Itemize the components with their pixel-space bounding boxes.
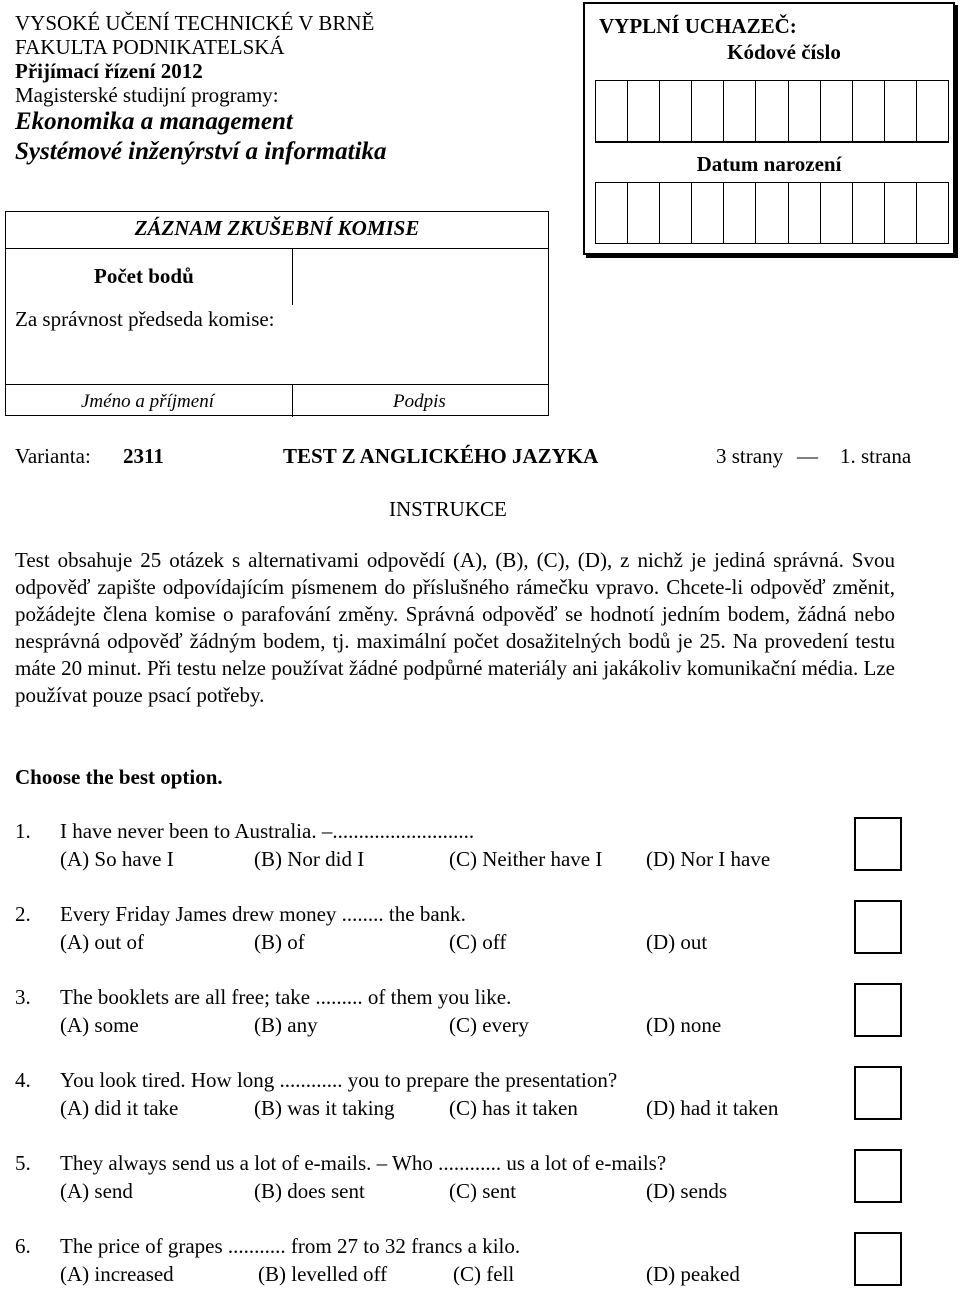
option-c: (C) off xyxy=(449,930,507,954)
instructions-heading: INSTRUKCE xyxy=(389,497,507,521)
answer-box-3[interactable] xyxy=(854,983,902,1037)
option-b: (B) any xyxy=(254,1013,318,1037)
page-count: 3 strany xyxy=(716,444,784,468)
question-text: The price of grapes ........... from 27 to 32 francs a kilo. xyxy=(60,1234,521,1258)
points-field[interactable] xyxy=(293,249,549,304)
option-a: (A) did it take xyxy=(60,1096,179,1120)
birth-date-label: Datum narození xyxy=(696,152,842,176)
option-c: (C) every xyxy=(449,1013,529,1037)
option-c: (C) sent xyxy=(449,1179,517,1203)
question-text: The booklets are all free; take ......... of them you like. xyxy=(60,985,512,1009)
dash: — xyxy=(797,444,818,468)
page-number: 1. strana xyxy=(840,444,912,468)
option-b: (B) of xyxy=(254,930,305,954)
candidate-box xyxy=(583,2,955,255)
faculty-name: FAKULTA PODNIKATELSKÁ xyxy=(15,35,285,59)
option-c: (C) has it taken xyxy=(449,1096,578,1120)
programs-label: Magisterské studijní programy: xyxy=(15,83,279,107)
candidate-box-title: VYPLNÍ UCHAZEČ: xyxy=(599,14,797,38)
answer-box-6[interactable] xyxy=(854,1232,902,1286)
answer-box-2[interactable] xyxy=(854,900,902,954)
institution-header xyxy=(15,11,387,167)
option-b: (B) does sent xyxy=(254,1179,365,1203)
program-1: Ekonomika a management xyxy=(15,108,293,135)
answer-box-4[interactable] xyxy=(854,1066,902,1120)
option-b: (B) levelled off xyxy=(258,1262,388,1286)
question-number: 1. xyxy=(15,819,31,843)
instructions-text: Test obsahuje 25 otázek s alternativami odpovědí (A), (B), (C), (D), z nichž je jediná správná. Svou odpověď zapište odpovídajícím písmenem do příslušného rámečku vpravo. Chcete-li odpověď změnit, požádejte člena komise o parafování změny. Správná odpověď se hodnotí jedním bodem, žádná nebo nesprávná odpověď žádným bodem, tj. maximální počet dosažitelných bodů je 25. Na provedení testu máte 20 minut. Při testu nelze používat žádné podpůrné materiály ani jakákoliv komunikační média. Lze používat pouze psací potřeby. xyxy=(15,548,895,707)
variant-label: Varianta: xyxy=(15,444,91,468)
question-number: 3. xyxy=(15,985,31,1009)
question-text: I have never been to Australia. –........................... xyxy=(60,819,475,843)
variant-number: 2311 xyxy=(123,444,164,468)
option-a: (A) send xyxy=(60,1179,133,1203)
question-number: 5. xyxy=(15,1151,31,1175)
option-a: (A) So have I xyxy=(60,847,174,871)
program-2: Systémové inženýrství a informatika xyxy=(15,138,387,165)
option-a: (A) some xyxy=(60,1013,139,1037)
option-d: (D) sends xyxy=(646,1179,728,1203)
admission-year: Přijímací řízení 2012 xyxy=(15,59,203,83)
code-label: Kódové číslo xyxy=(727,40,841,64)
option-d: (D) Nor I have xyxy=(646,847,771,871)
university-name: VYSOKÉ UČENÍ TECHNICKÉ V BRNĚ xyxy=(15,11,375,35)
task-heading: Choose the best option. xyxy=(15,765,223,789)
option-d: (D) out xyxy=(646,930,708,954)
signature-label: Podpis xyxy=(393,391,446,412)
option-d: (D) had it taken xyxy=(646,1096,779,1120)
divider xyxy=(595,142,949,143)
question-text: Every Friday James drew money ........ the bank. xyxy=(60,902,466,926)
option-d: (D) none xyxy=(646,1013,722,1037)
option-a: (A) increased xyxy=(60,1262,174,1286)
answer-box-5[interactable] xyxy=(854,1149,902,1203)
option-c: (C) Neither have I xyxy=(449,847,603,871)
question-number: 6. xyxy=(15,1234,31,1258)
option-a: (A) out of xyxy=(60,930,144,954)
option-b: (B) was it taking xyxy=(254,1096,395,1120)
code-number-cells[interactable] xyxy=(595,80,949,142)
answer-box-1[interactable] xyxy=(854,817,902,871)
points-label: Počet bodů xyxy=(94,264,194,288)
question-text: You look tired. How long ............ you to prepare the presentation? xyxy=(60,1068,618,1092)
commission-title: ZÁZNAM ZKUŠEBNÍ KOMISE xyxy=(134,216,420,240)
chair-label: Za správnost předseda komise: xyxy=(15,307,275,331)
birth-date-cells[interactable] xyxy=(595,182,949,244)
option-b: (B) Nor did I xyxy=(254,847,365,871)
option-d: (D) peaked xyxy=(646,1262,740,1286)
test-title: TEST Z ANGLICKÉHO JAZYKA xyxy=(283,444,599,468)
name-label: Jméno a příjmení xyxy=(81,391,214,412)
option-c: (C) fell xyxy=(453,1262,515,1286)
question-number: 2. xyxy=(15,902,31,926)
question-number: 4. xyxy=(15,1068,31,1092)
commission-record xyxy=(5,211,549,416)
question-text: They always send us a lot of e-mails. – Who ............ us a lot of e-mails? xyxy=(60,1151,667,1175)
